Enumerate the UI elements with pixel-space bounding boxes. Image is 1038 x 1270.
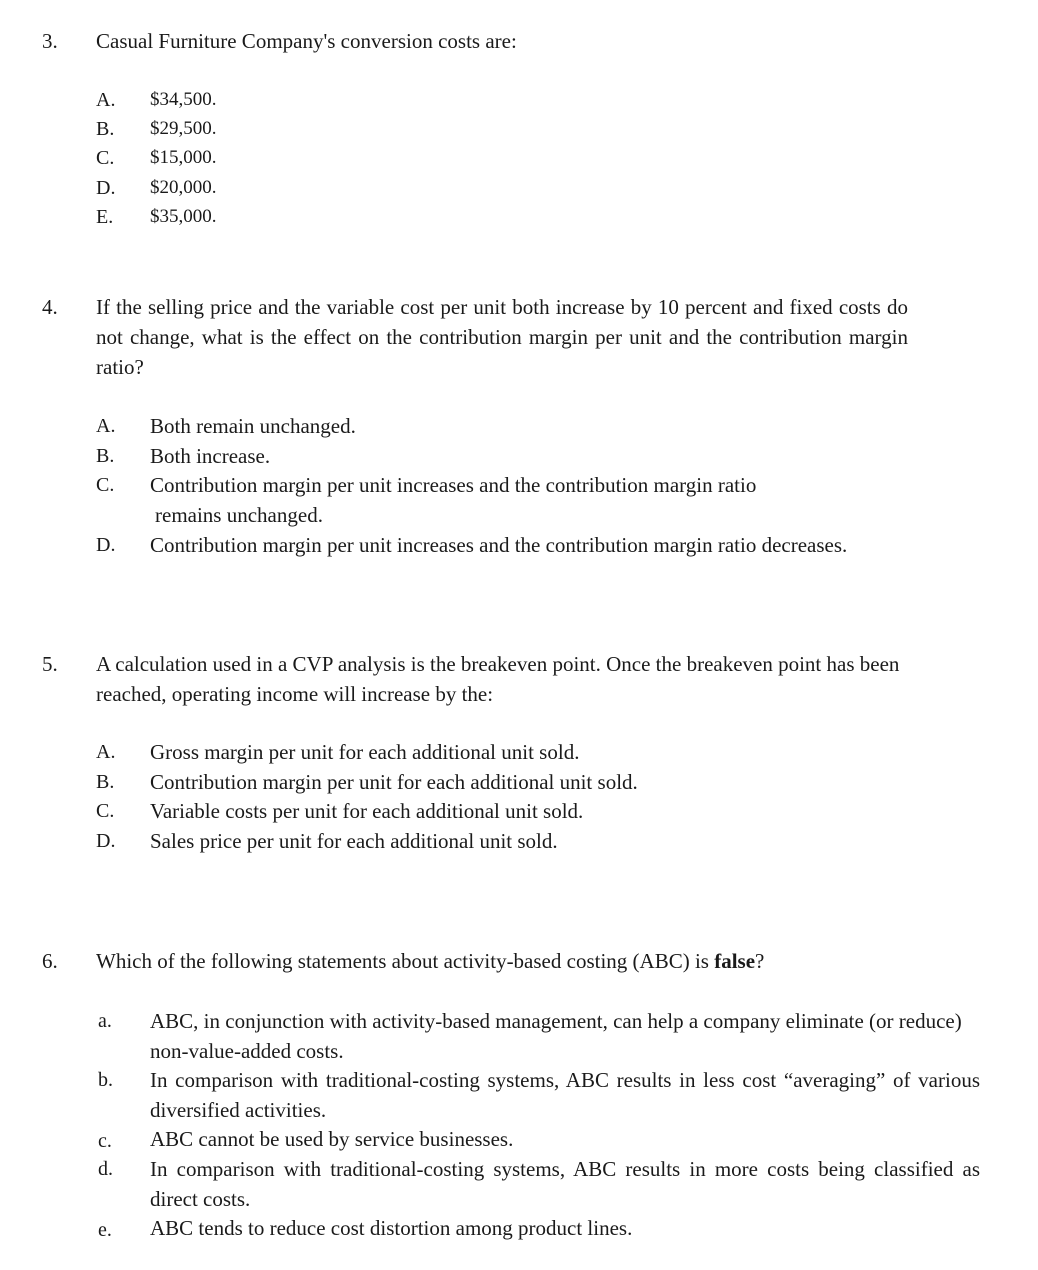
option-letter: E.: [96, 206, 114, 228]
question-text-part: Which of the following statements about activity-based costing (ABC) is: [96, 949, 715, 973]
option-text: $35,000.: [150, 206, 217, 227]
question-number: 6.: [42, 949, 58, 973]
question-number: 5.: [42, 652, 58, 676]
option-text: Variable costs per unit for each additional unit sold.: [150, 799, 584, 823]
option-letter: C.: [96, 147, 115, 169]
question-text-emphasis: false: [714, 949, 756, 973]
option-letter: C.: [96, 800, 115, 822]
option-text: ABC cannot be used by service businesses.: [150, 1127, 514, 1151]
option-text: $15,000.: [150, 147, 217, 168]
option-text: ABC, in conjunction with activity-based management, can help a company eliminate (or reduce) non-value-added costs.: [150, 1009, 962, 1063]
option-letter: C.: [96, 474, 115, 496]
option-text: $29,500.: [150, 118, 217, 139]
option-text: ABC tends to reduce cost distortion among product lines.: [150, 1216, 633, 1240]
option-letter: B.: [96, 445, 115, 467]
question-text-part: ?: [755, 949, 765, 973]
option-letter: B.: [96, 118, 115, 140]
option-letter: A.: [96, 415, 116, 437]
question-text: Casual Furniture Company's conversion costs are:: [96, 29, 517, 53]
option-text: Contribution margin per unit increases and the contribution margin ratio decreases.: [150, 533, 848, 557]
option-letter: A.: [96, 741, 116, 763]
option-text: Contribution margin per unit increases and the contribution margin ratio: [150, 473, 757, 497]
option-letter: D.: [96, 177, 116, 199]
option-letter: D.: [96, 830, 116, 852]
question-text: A calculation used in a CVP analysis is the breakeven point. Once the breakeven point has been reached, operating income will increase by the:: [96, 652, 900, 706]
question-text: If the selling price and the variable cost per unit both increase by 10 percent and fixed costs do not change, what is the effect on the contribution margin per unit and the contribution margin ratio?: [96, 295, 908, 379]
option-letter: d.: [98, 1158, 113, 1180]
option-text: Sales price per unit for each additional unit sold.: [150, 829, 558, 853]
option-letter: b.: [98, 1069, 113, 1091]
option-letter: e.: [98, 1219, 112, 1241]
option-letter: D.: [96, 534, 116, 556]
option-letter: B.: [96, 771, 115, 793]
option-letter: a.: [98, 1010, 112, 1032]
option-text: Both remain unchanged.: [150, 414, 356, 438]
option-text: In comparison with traditional-costing systems, ABC results in less cost “averaging” of various diversified activities.: [150, 1068, 980, 1122]
option-text: $34,500.: [150, 89, 217, 110]
option-text: $20,000.: [150, 177, 217, 198]
option-text: Gross margin per unit for each additional unit sold.: [150, 740, 580, 764]
option-text-continued: remains unchanged.: [155, 503, 323, 527]
option-text: Contribution margin per unit for each additional unit sold.: [150, 770, 638, 794]
question-number: 3.: [42, 29, 58, 53]
option-letter: A.: [96, 89, 116, 111]
option-text: In comparison with traditional-costing systems, ABC results in more costs being classified as direct costs.: [150, 1157, 980, 1211]
question-text: [96, 946, 908, 976]
option-letter: c.: [98, 1130, 112, 1152]
question-number: 4.: [42, 295, 58, 319]
option-text: Both increase.: [150, 444, 271, 468]
